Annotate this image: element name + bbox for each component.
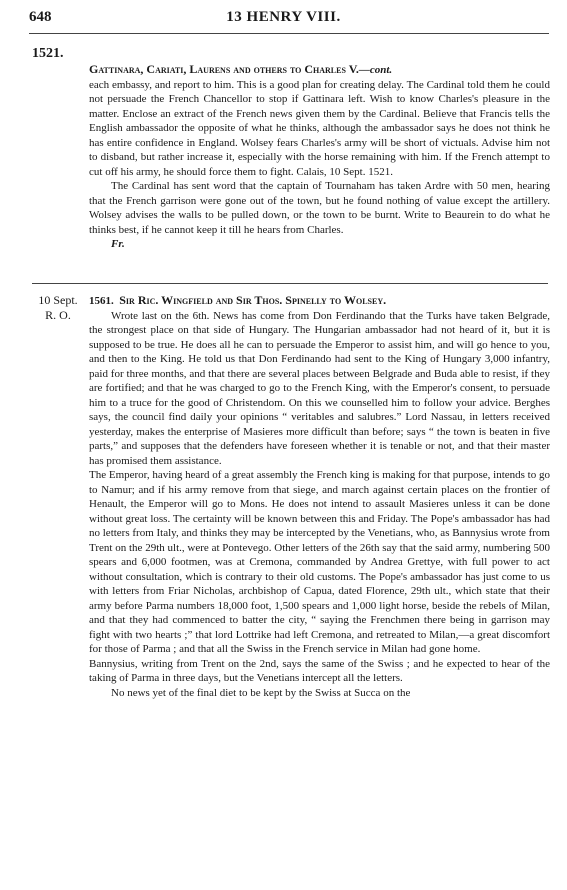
running-title: 13 HENRY VIII. <box>226 9 341 25</box>
paragraph: No news yet of the final diet to be kept by the Swiss at Succa on the <box>111 686 411 699</box>
entry-heading-text: Gattinara, Cariati, Laurens and others to Charles V. <box>89 62 359 76</box>
margin-date: 10 Sept. <box>38 293 78 307</box>
margin-source: R. O. <box>45 308 71 322</box>
entry-heading-cont: —cont. <box>358 64 393 76</box>
page-number: 648 <box>29 9 52 25</box>
paragraph: The Emperor, having heard of a great assembly the French king is making for that purpose, intends to go to Namur; and if his army remove from that siege, and march against certain places on the frontier of Henault, the Emperor will go to Mons. He does not intend to assault Masieres unless it can be done without great loss. The certainty will be known between this and Friday. The Pope's ambassador has had no letters from Italy, and thinks they may be intercepted by the Venetians, who, as Bannysius wrote from Trent on the 29th ult., were at Pontevego. Other letters of the 26th say that the said army, numbering 500 spears and 6,000 footmen, was at Cremona, commanded by Andrea Grettye, with full power to act without consultation, which is contrary to their old customs. The Pope's ambassador has just come to us with letters from Friar Nicholas, archbishop of Capua, dated Florence, 29th ult., which state that their army before Parma numbers 18,000 foot, 1,500 spears and 1,000 light horse, beside the rebels of Milan, and that they had commenced to batter the city, “ saying the Frenchmen there being in garrison may fight with two hearts ;” that lord Lottrike had left Cremona, and retreated to Milan,—a great discomfort for those of Parma ; and that all the Swiss in the French service in Milan had gone home. <box>89 469 550 655</box>
document-number: 1561. <box>89 295 114 307</box>
entry-heading-text: Sir Ric. Wingfield and Sir Thos. Spinelly to Wolsey. <box>119 293 387 307</box>
margin-note <box>32 293 84 323</box>
paragraph: Bannysius, writing from Trent on the 2nd, says the same of the Swiss ; and he expected to hear of the taking of Parma in three days, but the Venetians intercept all the letters. <box>89 657 550 684</box>
entry-wingfield <box>89 293 550 700</box>
paragraph: each embassy, and report to him. This is a good plan for creating delay. The Cardinal told them he could not persuade the French Chancellor to stop if Gattinara left. Wish to know Charles's pleasure in the matter. Enclose an extract of the French news given them by the Cardinal. Believe that Francis tells the English ambassador the opposite of what he thinks, although the ambassador says he does not think he has entire confidence in England. Wolsey fears Charles's army will be short of victuals. Advise him not to disband, but rather increase it, especially with the horse remaining with him. If the French attempt to cut off his army, he should force them to fight. Calais, 10 Sept. 1521. <box>89 78 550 178</box>
entry-heading <box>89 62 550 78</box>
paragraph: Wrote last on the 6th. News has come from Don Ferdinando that the Turks have taken Belgrade, the strongest place on that side of Hungary. The Hungarian ambassador had not heard of it, but it is supposed to be true. He does all he can to persuade the Emperor to assist him, and will go hence to you, and then to the King. He told us that Don Ferdinando had sent to the King of Hungary 3,000 infantry, paid for three months, and that there are several places between Belgrade and Buda able to resist, if they are fortified; and that he was charged to go to the French King, with the Emperor's consent, to persuade him to a truce for the good of Christendom. On this we counselled him to follow your advice. Berghes says, the council find daily your opinions “ veritables and salubres.” Lord Nassau, in letters received yesterday, makes the enterprise of Masieres more difficult than before; says “ the town is beaten in five parts,” and supposes that the defenders have foreseen whether it is tenable or not, and that their master has promised them assistance. <box>89 309 550 467</box>
signature: Fr. <box>111 238 125 250</box>
header-rule <box>29 33 549 34</box>
section-rule <box>32 283 548 284</box>
entry-heading <box>89 293 550 309</box>
paragraph: The Cardinal has sent word that the captain of Tournaham has taken Ardre with 50 men, hearing that the French garrison were gone out of the town, but he found nothing of value except the artillery. Wolsey advises the walls to be pulled down, or the town to be burnt. Write to Beaurein to do what he thinks best, if he cannot keep it till he hears from Charles. <box>89 180 550 236</box>
entry-gattinara <box>89 62 550 252</box>
year-label: 1521. <box>32 46 64 61</box>
